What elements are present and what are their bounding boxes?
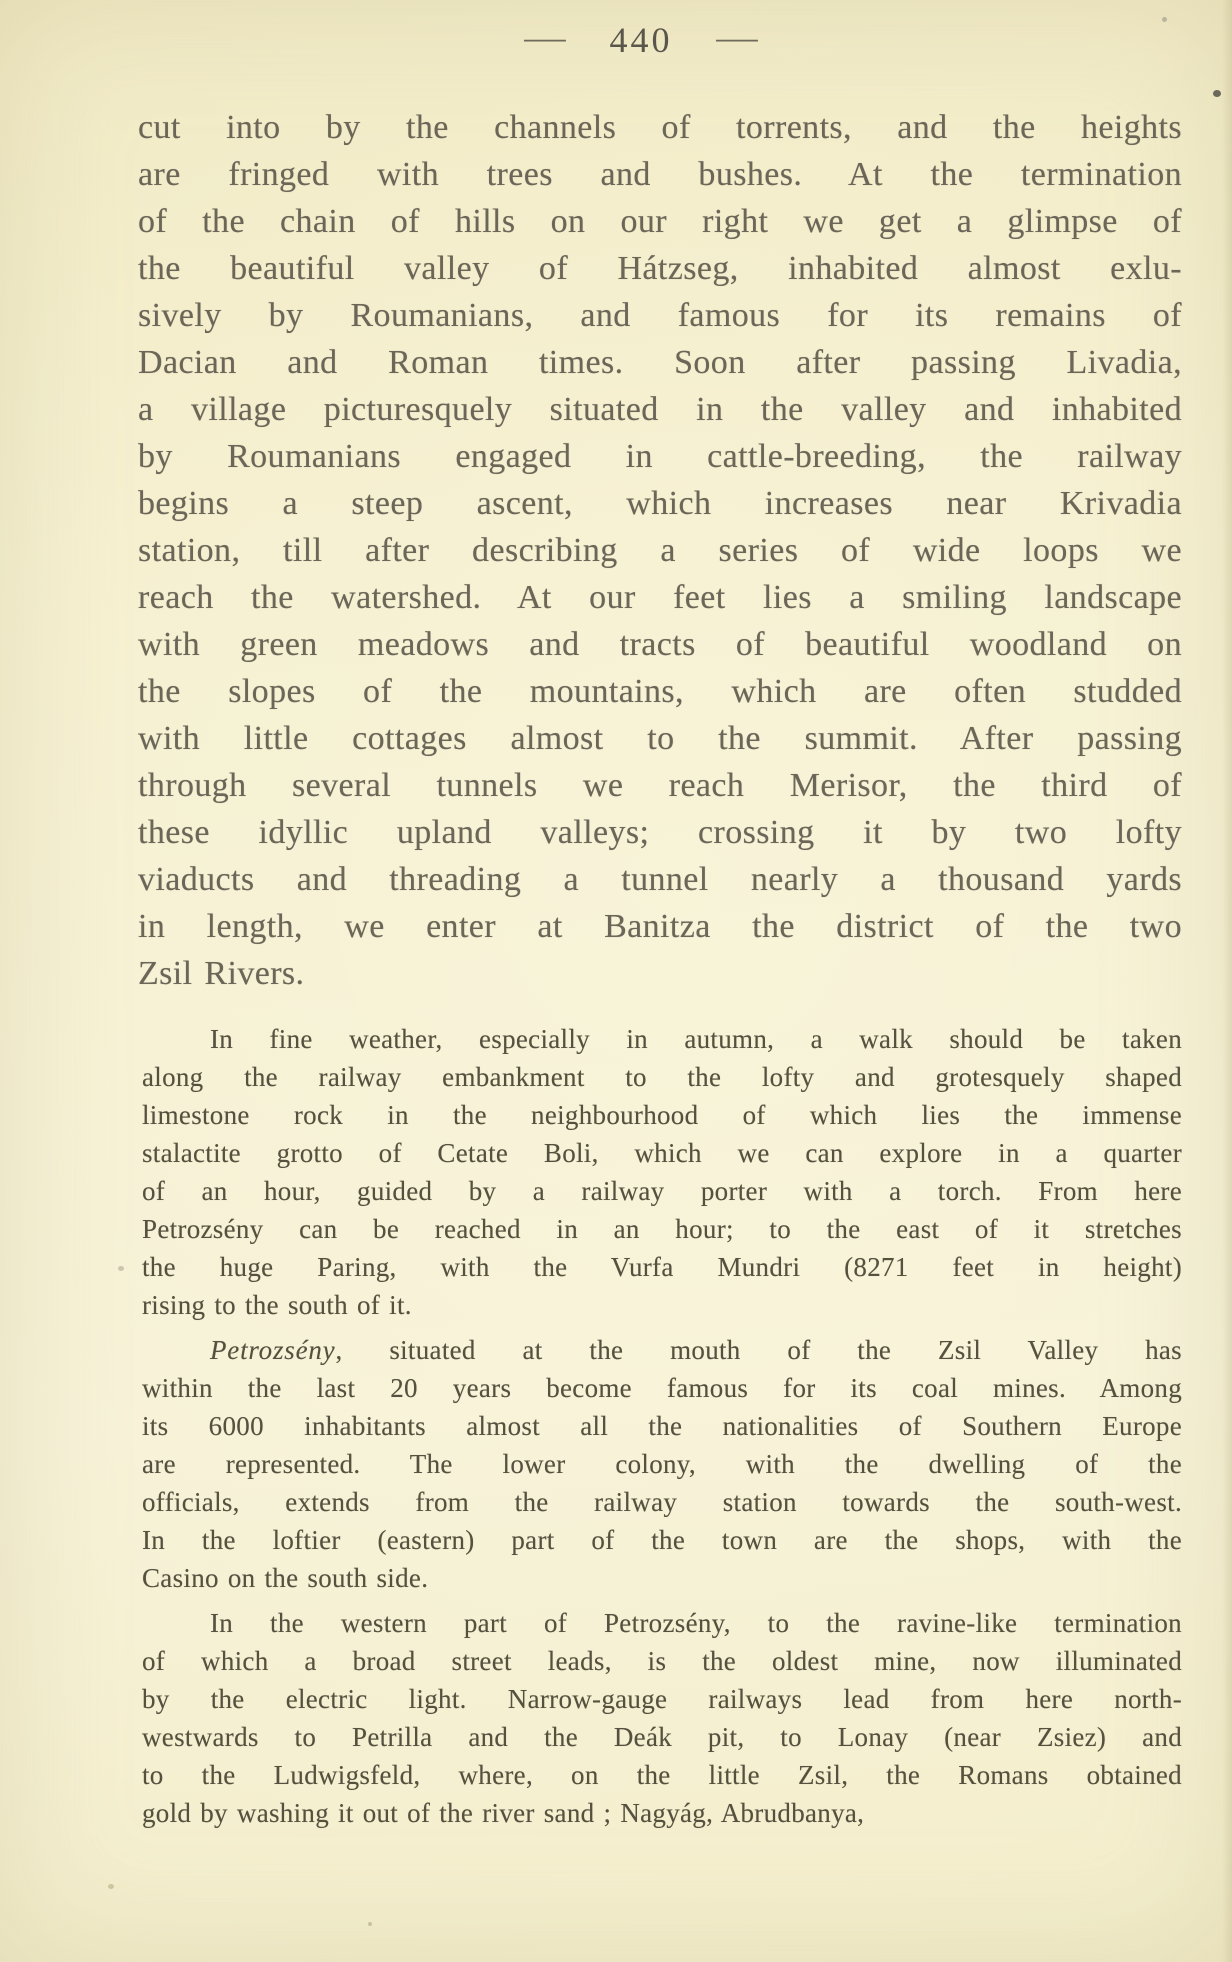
text-line — [142, 1407, 1182, 1445]
text-run: limestone rock in the neighbourhood of which lies the immense — [142, 1100, 1182, 1130]
text-line — [142, 1058, 1182, 1096]
text-line — [138, 950, 1182, 997]
text-line — [138, 903, 1182, 950]
text-run: in length, we enter at Banitza the district of the two — [138, 908, 1182, 945]
text-line — [142, 1286, 1182, 1324]
text-run: gold by washing it out of the river sand ; Nagyág, Abrudbanya, — [142, 1798, 865, 1828]
text-line — [138, 574, 1182, 621]
text-run: of which a broad street leads, is the oldest mine, now illuminated — [142, 1646, 1182, 1676]
text-run: officials, extends from the railway station towards the south-west. — [142, 1487, 1182, 1517]
scan-speck — [1213, 90, 1221, 97]
text-line — [138, 339, 1182, 386]
text-line — [142, 1134, 1182, 1172]
text-run: the slopes of the mountains, which are often studded — [138, 673, 1182, 710]
text-run: to the Ludwigsfeld, where, on the little Zsil, the Romans obtained — [142, 1760, 1182, 1790]
text-run: Zsil Rivers. — [138, 955, 305, 992]
text-line — [142, 1756, 1182, 1794]
text-run: begins a steep ascent, which increases near Krivadia — [138, 485, 1182, 522]
text-line — [142, 1369, 1182, 1407]
text-run: by Roumanians engaged in cattle-breeding, the railway — [138, 438, 1182, 475]
header-dash-right: — — [715, 17, 759, 57]
text-run: the huge Paring, with the Vurfa Mundri (8271 feet in height) — [142, 1252, 1182, 1282]
text-run: through several tunnels we reach Merisor, the third of — [138, 767, 1182, 804]
text-run: In the loftier (eastern) part of the town are the shops, with the — [142, 1525, 1182, 1555]
text-run: Petrozsény can be reached in an hour; to the east of it stretches — [142, 1214, 1182, 1244]
text-run: the beautiful valley of Hátzseg, inhabited almost exlu- — [138, 250, 1182, 287]
page-number: 440 — [609, 20, 673, 60]
text-run: by the electric light. Narrow-gauge railways lead from here north- — [142, 1684, 1182, 1714]
text-line — [142, 1604, 1182, 1642]
text-run: of an hour, guided by a railway porter with a torch. From here — [142, 1176, 1182, 1206]
text-line — [138, 668, 1182, 715]
text-line — [138, 198, 1182, 245]
page-header — [25, 17, 1232, 60]
text-line — [138, 104, 1182, 151]
fine-print-paragraph-3 — [142, 1604, 1182, 1832]
text-line — [142, 1331, 1182, 1369]
text-line — [138, 856, 1182, 903]
text-run: with green meadows and tracts of beautiful woodland on — [138, 626, 1182, 663]
fine-print-paragraph-2 — [142, 1331, 1182, 1597]
text-line — [142, 1483, 1182, 1521]
text-run: Casino on the south side. — [142, 1563, 429, 1593]
text-line — [142, 1020, 1182, 1058]
text-run: a village picturesquely situated in the valley and inhabited — [138, 391, 1182, 428]
text-line — [142, 1248, 1182, 1286]
text-line — [142, 1210, 1182, 1248]
text-run: within the last 20 years become famous for its coal mines. Among — [142, 1373, 1182, 1403]
text-run: reach the watershed. At our feet lies a smiling landscape — [138, 579, 1182, 616]
text-line — [138, 480, 1182, 527]
text-line — [138, 245, 1182, 292]
main-paragraph — [138, 104, 1182, 997]
text-run: , situated at the mouth of the Zsil Valley has — [335, 1335, 1182, 1365]
text-run: viaducts and threading a tunnel nearly a thousand yards — [138, 861, 1182, 898]
text-run: westwards to Petrilla and the Deák pit, to Lonay (near Zsiez) and — [142, 1722, 1182, 1752]
scan-speck — [368, 1922, 372, 1926]
text-run: Dacian and Roman times. Soon after passing Livadia, — [138, 344, 1182, 381]
text-line — [142, 1521, 1182, 1559]
text-line — [142, 1445, 1182, 1483]
scan-speck — [118, 1266, 124, 1271]
text-run: are represented. The lower colony, with the dwelling of the — [142, 1449, 1182, 1479]
scan-speck — [1162, 17, 1167, 22]
text-run: station, till after describing a series of wide loops we — [138, 532, 1182, 569]
text-run: with little cottages almost to the summit. After passing — [138, 720, 1182, 757]
text-line — [138, 809, 1182, 856]
text-line — [138, 527, 1182, 574]
text-line — [142, 1559, 1182, 1597]
text-run: along the railway embankment to the lofty and grotesquely shaped — [142, 1062, 1182, 1092]
text-line — [138, 433, 1182, 480]
text-run: stalactite grotto of Cetate Boli, which we can explore in a quarter — [142, 1138, 1182, 1168]
text-run: sively by Roumanians, and famous for its remains of — [138, 297, 1182, 334]
italic-text: Petrozsény — [210, 1335, 336, 1365]
text-run: cut into by the channels of torrents, and the heights — [138, 109, 1182, 146]
scan-speck — [108, 1884, 114, 1889]
text-line — [138, 386, 1182, 433]
header-dash-left: — — [523, 17, 567, 57]
text-run: are fringed with trees and bushes. At the termination — [138, 156, 1182, 193]
text-run: In fine weather, especially in autumn, a walk should be taken — [210, 1024, 1182, 1054]
fine-print-paragraph-1 — [142, 1020, 1182, 1324]
text-run: of the chain of hills on our right we get a glimpse of — [138, 203, 1182, 240]
text-line — [142, 1096, 1182, 1134]
text-line — [142, 1794, 1182, 1832]
text-line — [138, 151, 1182, 198]
text-line — [142, 1172, 1182, 1210]
text-line — [138, 762, 1182, 809]
text-line — [142, 1680, 1182, 1718]
page-edge-shadow — [1222, 0, 1232, 1962]
text-run: these idyllic upland valleys; crossing it by two lofty — [138, 814, 1182, 851]
text-run: rising to the south of it. — [142, 1290, 412, 1320]
text-line — [142, 1718, 1182, 1756]
text-line — [138, 292, 1182, 339]
text-run: its 6000 inhabitants almost all the nationalities of Southern Europe — [142, 1411, 1182, 1441]
fine-print-section — [142, 1020, 1182, 1832]
text-line — [138, 715, 1182, 762]
text-run: In the western part of Petrozsény, to the ravine-like termination — [210, 1608, 1182, 1638]
text-line — [138, 621, 1182, 668]
text-line — [142, 1642, 1182, 1680]
